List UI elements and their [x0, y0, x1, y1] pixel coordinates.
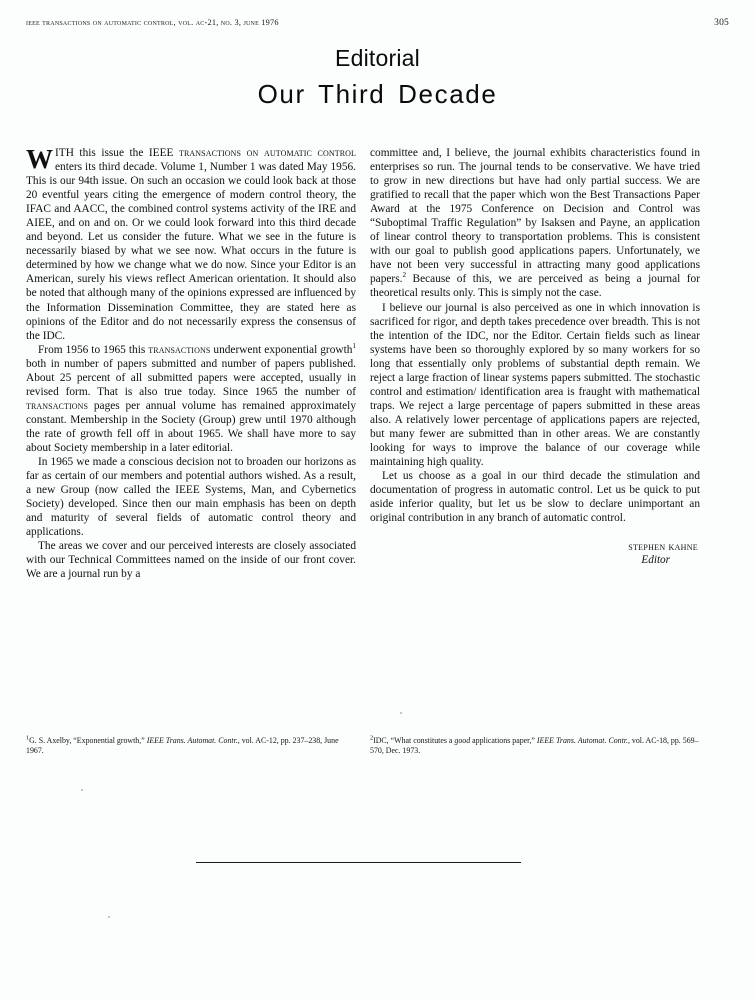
- left-column: [26, 146, 356, 581]
- footnote-marker-2[interactable]: 2: [402, 271, 407, 280]
- scan-speck: [108, 916, 110, 918]
- transactions-smallcaps-2: transactions: [26, 399, 89, 412]
- paragraph-innovation: I believe our journal is also perceived as one in which innovation is sacrificed for rigor, and depth takes precedence over breadth. This is not the intention of the IDC, nor the Editor. Certain fields such as linear systems have been so thoroughly explored by so many workers for so long that essentially only problems of substantial depth remain. We reject a large fraction of linear systems papers submitted. The stochastic control and estimation/ identification area is fraught with mathematical traps. We reject a large percentage of papers submitted in these areas also. A relatively lower percentage of applications papers are rejected, but many fewer are submitted than in other areas. We are constantly looking for ways to improve the balance of our coverage while maintaining high quality.: [370, 301, 700, 469]
- growth-text-c: both in number of papers submitted and number of papers published. About 25 percent of all submitted papers were accepted, usually in revised form. That is also true today. Since 1965 the number of: [26, 357, 356, 398]
- page-number: 305: [714, 18, 729, 28]
- footnote-column-left: [26, 736, 356, 755]
- footnote-2-marker: 2: [370, 734, 374, 742]
- footnote-2-text-b: applications paper,”: [470, 736, 537, 745]
- growth-text-d: pages per annual volume has remained approximately constant. Membership in the Society (Group) grew until 1970 although the rate of growth fell off in about 1965. We shall have more to say about Society membership in a later editorial.: [26, 399, 356, 454]
- intro-text-b: enters its third decade. Volume 1, Number 1 was dated May 1956. This is our 94th issue. On such an occasion we could look back at those 20 eventful years citing the emergence of modern control theory, the IFAC and AACC, the combined control systems activity of the IRE and AIEE, and on and on. Or we could look forward into this third decade and beyond. Let us consider the future. What we see in the future is necessarily biased by what we see now. What occurs in the future is determined by how we change what we do now. Since your Editor is an American, surely his views reflect American orientation. It should also be noted that although many of the opinions expressed are influenced by the Information Dissemination Committee, they are stated here as opinions of the Editor and do not necessarily express the consensus of the IDC.: [26, 161, 356, 342]
- title-block: [0, 44, 755, 110]
- running-head-journal-line: ieee transactions on automatic control, vol. ac-21, no. 3, june 1976: [26, 18, 279, 27]
- running-head: [26, 18, 729, 32]
- paragraph-intro: [26, 146, 356, 343]
- footnote-2-emphasis: good: [454, 736, 471, 745]
- intro-head-word: ITH: [55, 147, 74, 159]
- paragraph-goal: Let us choose as a goal in our third decade the stimulation and documentation of progress in automatic control. Let us be quick to put aside inferior quality, but let us be slow to declare unimportant an original contribution in any branch of automatic control.: [370, 470, 700, 525]
- footnote-column-right: [370, 736, 700, 755]
- footnote-1-source: IEEE Trans. Automat. Contr.: [146, 736, 238, 745]
- footnote-2-text-a: IDC, “What constitutes a: [373, 736, 455, 745]
- editor-role: Editor: [641, 554, 670, 567]
- committee-text-tail: Because of this, we are perceived as being a journal for theoretical results only. This is simply not the case.: [370, 273, 700, 300]
- footnote-1: [26, 736, 356, 755]
- growth-text-a: From 1956 to 1965 this: [38, 343, 149, 356]
- scan-speck: [400, 712, 402, 714]
- page-title: Editorial: [335, 45, 420, 71]
- paragraph-growth: [26, 343, 356, 455]
- paragraph-scope: In 1965 we made a conscious decision not to broaden our horizons as far as certain of our members and potential authors wished. As a result, a new Group (now called the IEEE Systems, Man, and Cybernetics Society) developed. Since then our main emphasis has been on depth and maturity of several fields of automatic control theory and applications.: [26, 456, 356, 539]
- page-subtitle: Our Third Decade: [257, 79, 498, 109]
- bottom-divider-rule: [196, 862, 521, 863]
- scan-speck: [81, 789, 83, 791]
- footnotes-area: [26, 736, 729, 755]
- drop-cap: W: [26, 144, 53, 174]
- paragraph-committee: [370, 146, 700, 301]
- growth-text-b: underwent exponential growth: [210, 343, 353, 356]
- paragraph-areas: The areas we cover and our perceived interests are closely associated with our Technical Committees named on the inside of our front cover. We are a journal run by a: [26, 540, 356, 581]
- footnote-2: [370, 736, 700, 755]
- signature-block: [370, 541, 700, 566]
- footnote-2-source: IEEE Trans. Automat. Contr.: [536, 736, 628, 745]
- footnote-1-text-b: , vol. AC-12, pp. 237–238, June 1967.: [26, 736, 339, 755]
- intro-text-a: this issue the IEEE: [73, 147, 179, 159]
- footnote-1-marker: 1: [26, 734, 30, 742]
- committee-text: committee and, I believe, the journal exhibits characteristics found in enterprises so run. The journal tends to be conservative. We have tried to grow in new directions but have had only partial success. We are gratified to recall that the paper which won the Best Transactions Paper Award at the 1975 Conference on Decision and Control was “Suboptimal Traffic Regulation” by Isaksen and Payne, an application of linear control theory to transportation problems. This is consistent with our goal to publish good applications papers. Unfortunately, we have not been very successful in attracting many good applications papers.: [370, 147, 700, 286]
- transactions-smallcaps-1: transactions: [148, 343, 211, 356]
- body-columns: [26, 146, 729, 581]
- footnote-marker-1[interactable]: 1: [352, 341, 356, 350]
- footnote-2-text-c: , vol. AC-18, pp. 569–570, Dec. 1973.: [370, 736, 699, 755]
- right-column: [370, 146, 700, 581]
- journal-name-smallcaps: transactions on automatic control: [178, 147, 356, 159]
- editor-name: stephen kahne: [628, 541, 698, 554]
- footnote-1-text-a: G. S. Axelby, “Exponential growth,”: [29, 736, 147, 745]
